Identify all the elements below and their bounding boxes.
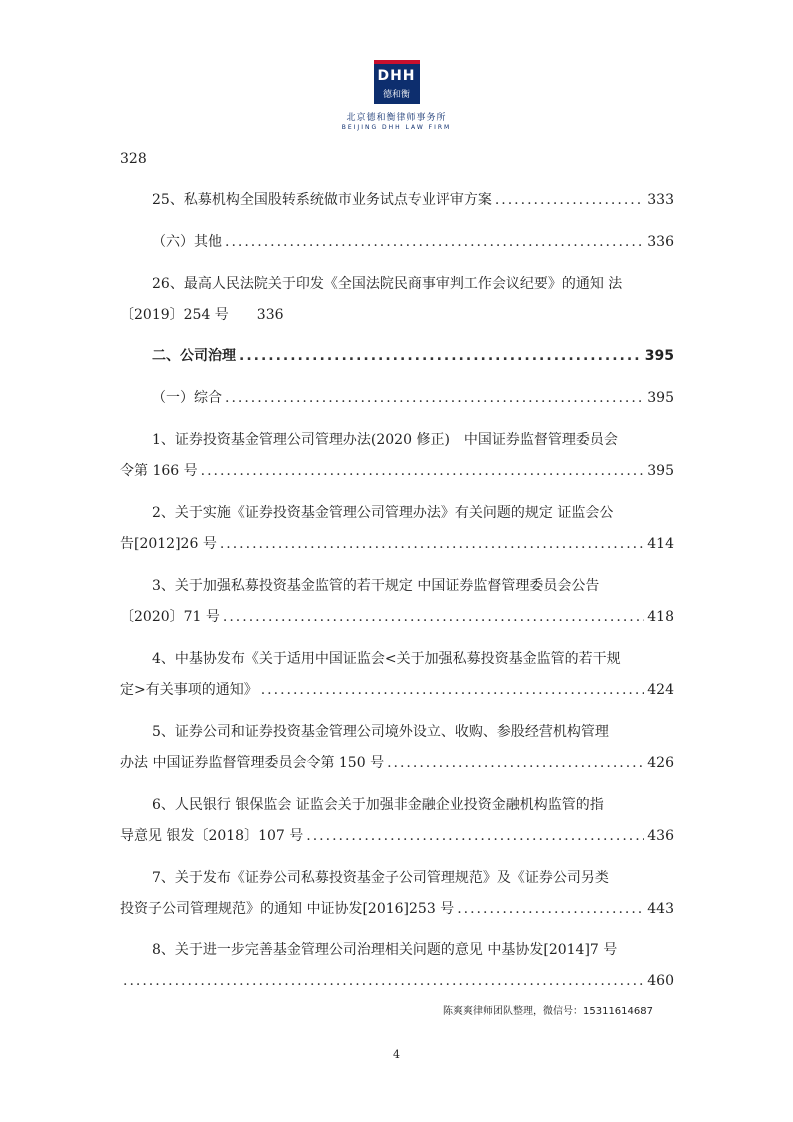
toc-entry-text: （一）综合 <box>152 390 222 406</box>
toc-entry-page: 395 <box>644 348 674 364</box>
leader-dots <box>239 347 642 365</box>
toc-entry-text: 令第 166 号 <box>120 463 198 479</box>
toc-entry-text: 定>有关事项的通知》 <box>120 682 258 698</box>
toc-entry-3-line2[interactable] <box>120 608 674 626</box>
toc-entry-5-line1[interactable]: 5、证券公司和证券投资基金管理公司境外设立、收购、参股经营机构管理 <box>152 724 609 740</box>
leader-dots <box>495 191 644 209</box>
toc-entry-7-line2[interactable] <box>120 900 674 918</box>
toc-entry-page: 395 <box>647 390 674 406</box>
toc-entry-7-line1[interactable]: 7、关于发布《证券公司私募投资基金子公司管理规范》及《证券公司另类 <box>152 870 609 886</box>
toc-entry-8-line1[interactable]: 8、关于进一步完善基金管理公司治理相关问题的意见 中基协发[2014]7 号 <box>152 942 618 958</box>
toc-entry-page: 336 <box>647 234 674 250</box>
leader-dots <box>261 681 645 699</box>
toc-entry-5-line2[interactable] <box>120 754 674 772</box>
logo-text: DHH <box>377 68 416 84</box>
leader-dots <box>123 972 644 990</box>
leader-dots <box>457 900 644 918</box>
toc-entry-1-line1[interactable]: 1、证券投资基金管理公司管理办法(2020 修正) 中国证券监督管理委员会 <box>152 432 618 448</box>
toc-entry-page: 333 <box>647 192 674 208</box>
toc-entry-text: 导意见 银发〔2018〕107 号 <box>120 828 304 844</box>
toc-entry-text: （六）其他 <box>152 234 222 250</box>
toc-entry-26-line2: 〔2019〕254 号 336 <box>120 307 284 323</box>
toc-entry-page: 424 <box>647 682 674 698</box>
toc-entry-text: 25、私募机构全国股转系统做市业务试点专业评审方案 <box>152 192 492 208</box>
firm-name-en: BEIJING DHH LAW FIRM <box>341 124 452 131</box>
firm-name-cn: 北京德和衡律师事务所 <box>346 113 447 123</box>
leader-dots <box>225 389 644 407</box>
page-header <box>0 60 793 131</box>
toc-entry-6-line1[interactable]: 6、人民银行 银保监会 证监会关于加强非金融企业投资金融机构监管的指 <box>152 797 604 813</box>
carry-page-number: 328 <box>120 151 147 167</box>
toc-entry-page: 414 <box>647 536 674 552</box>
toc-entry-6-line2[interactable] <box>120 827 674 845</box>
toc-entry-1-line2[interactable] <box>120 462 674 480</box>
leader-dots <box>387 754 644 772</box>
toc-entry-page: 443 <box>647 901 674 917</box>
toc-entry-2-line1[interactable]: 2、关于实施《证券投资基金管理公司管理办法》有关问题的规定 证监会公 <box>152 505 614 521</box>
firm-logo <box>374 60 420 104</box>
leader-dots <box>223 608 644 626</box>
leader-dots <box>306 827 644 845</box>
toc-entry-page: 395 <box>647 463 674 479</box>
logo-sub: 德和衡 <box>382 90 410 100</box>
toc-entry-page: 436 <box>647 828 674 844</box>
toc-section-other[interactable] <box>152 233 674 251</box>
toc-entry-text: 〔2020〕71 号 <box>120 609 220 625</box>
leader-dots <box>201 462 645 480</box>
toc-entry-text: 办法 中国证券监督管理委员会令第 150 号 <box>120 755 385 771</box>
toc-entry-8-line2[interactable] <box>120 972 674 990</box>
leader-dots <box>220 535 644 553</box>
toc-entry-4-line1[interactable]: 4、中基协发布《关于适用中国证监会<关于加强私募投资基金监管的若干规 <box>152 651 621 667</box>
footer-note: 陈爽爽律师团队整理，微信号：15311614687 <box>443 1006 653 1017</box>
toc-entry-page: 426 <box>647 755 674 771</box>
toc-section-general[interactable] <box>152 389 674 407</box>
toc-entry-4-line2[interactable] <box>120 681 674 699</box>
toc-entry-page: 460 <box>647 973 674 989</box>
page-number: 4 <box>393 1048 400 1061</box>
toc-entry-text: 投资子公司管理规范》的通知 中证协发[2016]253 号 <box>120 901 455 917</box>
toc-entry-page: 418 <box>647 609 674 625</box>
toc-entry-2-line2[interactable] <box>120 535 674 553</box>
leader-dots <box>225 233 644 251</box>
toc-entry-3-line1[interactable]: 3、关于加强私募投资基金监管的若干规定 中国证券监督管理委员会公告 <box>152 578 600 594</box>
toc-entry-26-line1[interactable]: 26、最高人民法院关于印发《全国法院民商事审判工作会议纪要》的通知 法 <box>152 276 623 292</box>
toc-entry-text: 告[2012]26 号 <box>120 536 217 552</box>
toc-entry-25[interactable] <box>152 191 674 209</box>
toc-entry-text: 二、公司治理 <box>152 348 236 364</box>
toc-chapter-corporate-governance[interactable] <box>152 347 674 365</box>
